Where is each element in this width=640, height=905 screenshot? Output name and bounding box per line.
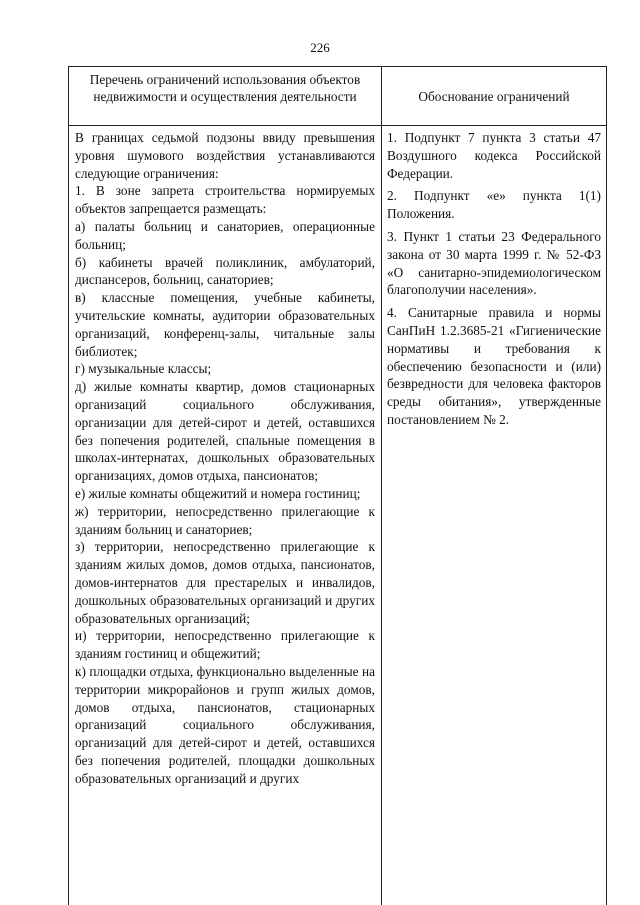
justification-paragraph: 4. Санитарные правила и нормы СанПиН 1.2.3685-21 «Гигиенические нормативы и требования к обеспечению безопасности и (или) безвредности для человека факторов среды обитания», утвержденные постановлением № 2.: [387, 305, 601, 427]
restriction-paragraph: ж) территории, непосредственно прилегающие к зданиям больниц и санаториев;: [75, 503, 375, 537]
restriction-paragraph: В границах седьмой подзоны ввиду превышения уровня шумового воздействия устанавливаются следующие ограничения:: [75, 130, 375, 181]
page-number: 226: [310, 40, 330, 55]
header-divider: [69, 125, 606, 126]
restriction-paragraph: з) территории, непосредственно прилегающие к зданиям жилых домов, домов отдыха, пансионатов, домов-интернатов для престарелых и инвалидов, дошкольных образовательных организаций и других образовательных организаций;: [75, 539, 375, 626]
restriction-paragraph: г) музыкальные классы;: [75, 361, 212, 377]
restriction-paragraph: е) жилые комнаты общежитий и номера гостиниц;: [75, 485, 361, 501]
restriction-paragraph: к) площадки отдыха, функционально выделенные на территории микрорайонов и групп жилых домов, домов отдыха, пансионатов, стационарных организаций социального обслуживания, организаций для детей-сирот и детей, оставшихся без попечения родителей, площадки дошкольных образовательных организаций и других: [75, 663, 375, 786]
justification-paragraph: 3. Пункт 1 статьи 23 Федерального закона от 30 марта 1999 г. № 52-ФЗ «О санитарно-эпидемиологическом благополучии населения».: [387, 228, 601, 298]
justification-paragraph: 2. Подпункт «е» пункта 1(1) Положения.: [387, 188, 601, 222]
restriction-paragraph: д) жилые комнаты квартир, домов стационарных организаций социального обслуживания, организации для детей-сирот и детей, оставшихся без попечения родителей, спальные помещения в школах-интернатах, дошкольных образовательных организациях, домов отдыха, пансионатов;: [75, 379, 375, 484]
restriction-paragraph: а) палаты больниц и санаториев, операционные больниц;: [75, 218, 375, 252]
restrictions-column: [75, 129, 375, 787]
restriction-paragraph: и) территории, непосредственно прилегающие к зданиям гостиниц и общежитий;: [75, 628, 375, 662]
justification-paragraph: 1. Подпункт 7 пункта 3 статьи 47 Воздушного кодекса Российской Федерации.: [387, 130, 601, 181]
restriction-paragraph: б) кабинеты врачей поликлиник, амбулаторий, диспансеров, больниц, санаториев;: [75, 254, 375, 288]
restriction-paragraph: в) классные помещения, учебные кабинеты, учительские комнаты, аудитории образовательных организаций, конференц-залы, читальные залы библиотек;: [75, 290, 375, 359]
justification-column: [387, 129, 601, 434]
header-justification: Обоснование ограничений: [418, 89, 570, 104]
column-divider: [381, 67, 382, 905]
restrictions-table: [68, 66, 607, 905]
restriction-paragraph: 1. В зоне запрета строительства нормируемых объектов запрещается размещать:: [75, 183, 375, 217]
header-restrictions: Перечень ограничений использования объектов недвижимости и осуществления деятельности: [89, 72, 361, 104]
